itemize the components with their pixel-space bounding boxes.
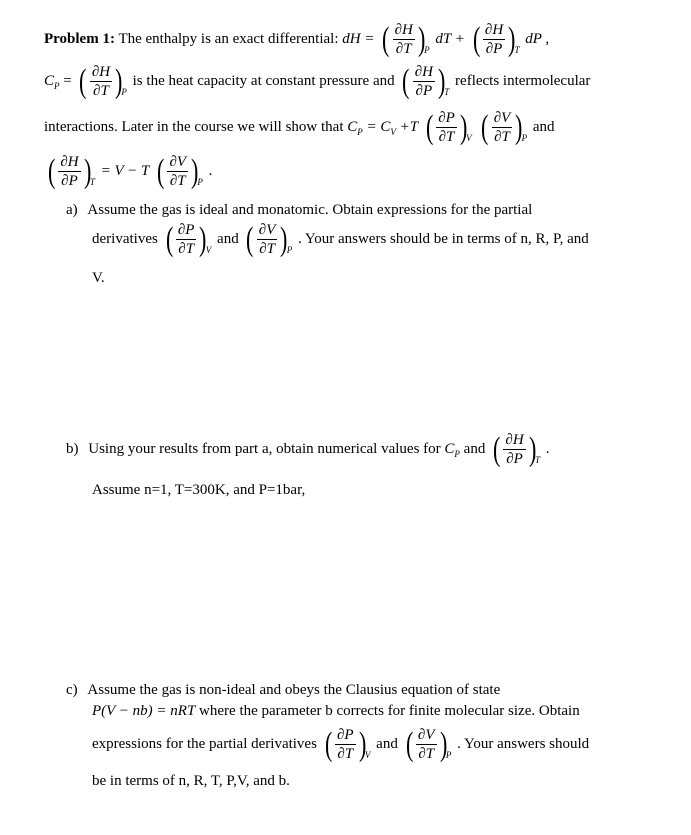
dH-dP-derivative-2: ( $\frac{\partial H}{\partial P}$ ) T [402,62,450,100]
part-b-text-1: Using your results from part a, obtain numerical values for [88,440,441,457]
problem-line-4 [44,154,212,189]
dV-dT-derivative: ( $\frac{\partial V}{\partial T}$ ) P [481,108,528,146]
problem-line-2 [44,64,590,99]
problem-line-1 [44,22,549,57]
cp-symbol: $C_P$ [44,72,60,91]
part-c-and: and [376,735,398,752]
and-text: and [532,118,555,135]
dH-dT-derivative: ( $\frac{\partial H}{\partial T}$ ) P [382,20,430,58]
heat-capacity-text: is the heat capacity at constant pressure and [132,72,395,89]
problem-label: Problem 1: [44,30,115,47]
dP-dT-derivative-a: ( $\frac{\partial P}{\partial T}$ ) V [165,220,212,258]
interactions-text: interactions. Later in the course we will show that [44,118,344,135]
part-b-label: b) [66,440,79,457]
dH-dP-derivative-3: ( $\frac{\partial H}{\partial P}$ ) T [47,152,95,190]
part-b-and: and [463,440,486,457]
part-c-text-3: expressions for the partial derivatives [92,735,317,752]
part-c-answer-text: . Your answers should [457,735,590,752]
part-c-line-3 [92,727,589,762]
part-c-line-1 [66,682,500,699]
problem-intro: The enthalpy is an exact differential: [118,30,339,47]
part-c-line-4: be in terms of n, R, T, P,V, and b. [92,773,290,789]
part-b-line-1: b) Using your results from part a, obtain numerical values for $C_P$ and ( $\frac{\partial H}{\partial P}$ ) T . [66,430,550,468]
part-a-line-1 [66,202,532,219]
part-c-line-2 [92,703,580,720]
dV-dT-derivative-c: ( $\frac{\partial V}{\partial T}$ ) P [405,725,452,763]
clausius-equation: P(V − nb) = nRT [92,703,196,719]
dT-term: dT + [435,30,465,47]
part-a-label: a) [66,202,78,218]
part-c-text-2: where the parameter b corrects for finite molecular size. Obtain [199,703,580,719]
part-a-and: and [217,230,239,247]
dP-dT-derivative-c: ( $\frac{\partial P}{\partial T}$ ) V [324,725,371,763]
dH-dP-derivative: ( $\frac{\partial H}{\partial P}$ ) T [472,20,520,58]
problem-line-3 [44,110,555,145]
cp-equals: = [63,72,72,89]
part-c-label: c) [66,682,78,698]
reflects-text: reflects intermolecular [455,72,591,89]
part-c-text-1: Assume the gas is non-ideal and obeys the Clausius equation of state [87,682,501,698]
dH-dT-derivative-cp: ( $\frac{\partial H}{\partial T}$ ) P [79,62,127,100]
cp-symbol-b: $C_P$ [444,440,460,459]
period: . [208,162,213,179]
dP-term: dP , [525,30,550,47]
dV-dT-derivative-a: ( $\frac{\partial V}{\partial T}$ ) P [246,220,293,258]
part-b-line-2: Assume n=1, T=300K, and P=1bar, [92,482,306,498]
cp-relation: $C_P = C_V +T$ [347,118,419,137]
part-a-answer-text: . Your answers should be in terms of n, R, P, and [297,230,589,247]
dH-dP-derivative-b: ( $\frac{\partial H}{\partial P}$ ) T [493,430,541,468]
part-a-derivatives-text: derivatives [92,230,158,247]
dhdp-rhs: = V − T [100,162,150,179]
part-a-text-1: Assume the gas is ideal and monatomic. Obtain expressions for the partial [87,202,533,218]
dH-term: dH = [342,30,375,47]
dV-dT-derivative-2: ( $\frac{\partial V}{\partial T}$ ) P [157,152,203,190]
part-a-line-3: V. [92,270,105,286]
dP-dT-derivative: ( $\frac{\partial P}{\partial T}$ ) V [425,108,472,146]
part-a-line-2 [92,222,589,257]
